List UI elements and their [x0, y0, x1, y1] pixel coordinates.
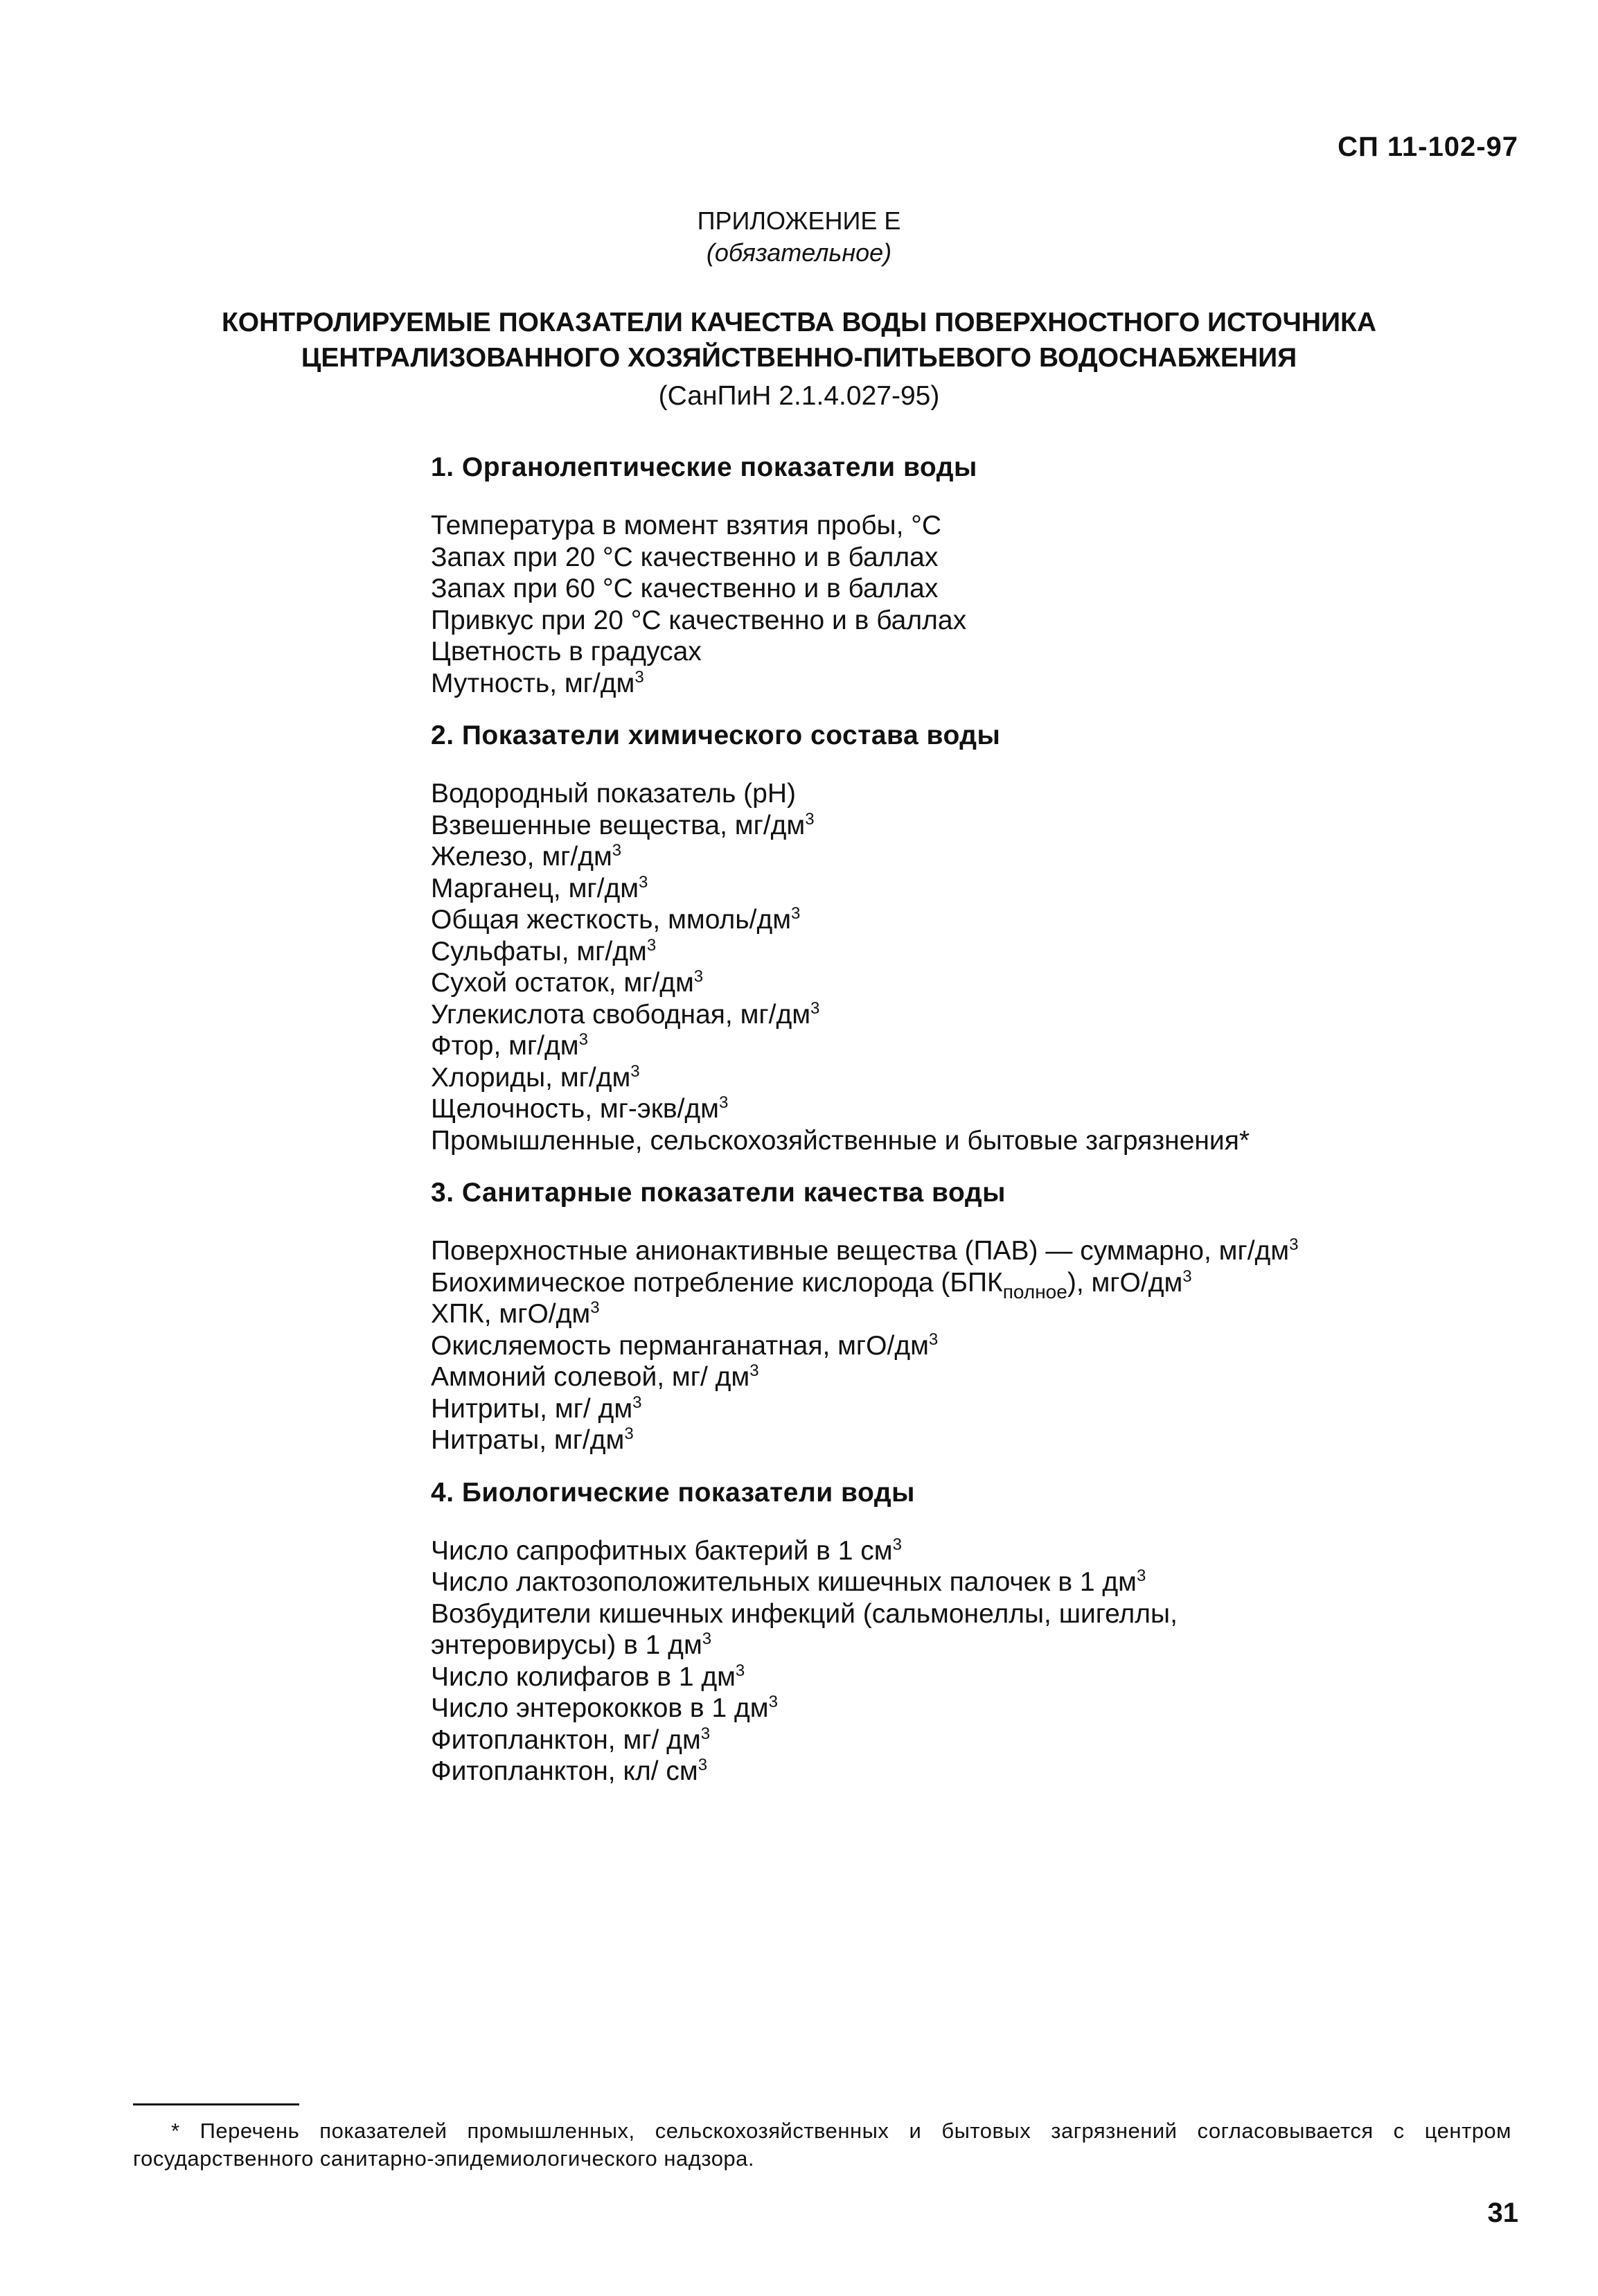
indicator-text: Сухой остаток, мг/дм — [431, 968, 694, 998]
section-3 — [431, 1176, 1511, 1456]
indicator-superscript: 3 — [719, 1093, 729, 1112]
indicator-text: Фтор, мг/дм — [431, 1031, 579, 1061]
appendix-note: (обязательное) — [706, 238, 892, 267]
page-number: 31 — [1487, 2198, 1518, 2228]
indicator-item — [431, 1062, 1511, 1094]
title-subtitle: (СанПиН 2.1.4.027-95) — [658, 381, 940, 411]
indicator-item — [431, 904, 1511, 936]
indicator-item — [431, 1566, 1511, 1598]
indicator-item — [431, 1661, 1511, 1693]
indicator-text: Возбудители кишечных инфекций (сальмонеллы, шигеллы, — [431, 1598, 1178, 1629]
indicator-superscript: 3 — [693, 967, 704, 986]
indicator-text: Сульфаты, мг/дм — [431, 936, 647, 966]
indicator-superscript: 3 — [624, 1424, 634, 1443]
indicator-superscript: 3 — [639, 872, 648, 892]
indicator-superscript: 3 — [805, 809, 815, 829]
indicator-text: ХПК, мгО/дм — [431, 1299, 591, 1329]
indicator-item — [431, 573, 1511, 605]
indicator-item — [431, 668, 1511, 700]
indicator-text: Число лактозоположительных кишечных палочек в 1 дм — [431, 1567, 1137, 1597]
indicator-superscript: 3 — [612, 841, 622, 860]
indicator-item — [431, 1693, 1511, 1724]
indicator-item — [431, 1756, 1511, 1787]
section-heading: 3. Санитарные показатели качества воды — [431, 1178, 1006, 1208]
section-4 — [431, 1476, 1511, 1787]
indicator-item — [431, 1724, 1511, 1756]
indicator-superscript: 3 — [578, 1030, 588, 1049]
indicator-text: Железо, мг/дм — [431, 842, 612, 872]
indicator-text: Взвешенные вещества, мг/дм — [431, 810, 806, 840]
indicator-superscript: 3 — [810, 998, 820, 1018]
indicator-superscript: 3 — [892, 1535, 902, 1554]
indicator-text: Щелочность, мг-экв/дм — [431, 1094, 719, 1124]
indicator-text: Температура в момент взятия пробы, °С — [431, 511, 942, 540]
footnote-divider — [133, 2103, 299, 2105]
indicator-text: энтеровирусы) в 1 дм — [431, 1630, 702, 1660]
indicator-superscript: 3 — [791, 904, 801, 923]
indicator-text: Запах при 60 °С качественно и в баллах — [431, 574, 939, 603]
indicator-text: Цветность в градусах — [431, 637, 702, 666]
indicator-item — [431, 542, 1511, 574]
indicator-superscript: 3 — [630, 1061, 640, 1081]
indicator-text: Мутность, мг/дм — [431, 668, 635, 698]
appendix-label: ПРИЛОЖЕНИЕ Е — [697, 206, 901, 235]
indicator-superscript: 3 — [768, 1693, 778, 1711]
indicator-superscript: 3 — [590, 1298, 600, 1317]
indicator-superscript: 3 — [749, 1361, 759, 1380]
indicator-text: Хлориды, мг/дм — [431, 1062, 631, 1093]
indicator-text: Промышленные, сельскохозяйственные и бытовые загрязнения* — [431, 1125, 1250, 1156]
indicator-text: Окисляемость перманганатная, мгО/дм — [431, 1330, 929, 1361]
indicator-text: Запах при 20 °С качественно и в баллах — [431, 542, 939, 572]
indicator-text: Общая жесткость, ммоль/дм — [431, 905, 792, 935]
indicator-item — [431, 967, 1511, 999]
indicator-item — [431, 1330, 1511, 1362]
indicator-text: Число энтерококков в 1 дм — [431, 1693, 769, 1723]
indicator-item — [431, 778, 1511, 810]
indicator-text-continued: ), мгО/дм — [1067, 1267, 1183, 1298]
indicator-superscript: 3 — [1182, 1266, 1192, 1286]
section-heading: 2. Показатели химического состава воды — [431, 721, 1001, 750]
indicator-item — [431, 1424, 1511, 1456]
indicator-superscript: 3 — [634, 667, 644, 687]
indicator-superscript: 3 — [1136, 1566, 1146, 1585]
indicator-item — [431, 1361, 1511, 1393]
indicator-text: Число колифагов в 1 дм — [431, 1661, 736, 1692]
indicator-text: Поверхностные анионактивные вещества (ПАВ) — суммарно, мг/дм — [431, 1236, 1290, 1266]
indicator-text: Фитопланктон, мг/ дм — [431, 1724, 701, 1755]
indicator-item — [431, 1093, 1511, 1125]
indicator-superscript: 3 — [698, 1756, 708, 1774]
indicator-text: Фитопланктон, кл/ см — [431, 1756, 698, 1786]
indicator-item — [431, 1266, 1511, 1302]
indicator-text: Нитриты, мг/ дм — [431, 1393, 633, 1424]
indicator-item — [431, 1235, 1511, 1267]
indicator-text: Водородный показатель (рН) — [431, 779, 797, 809]
title-line-1: КОНТРОЛИРУЕМЫЕ ПОКАЗАТЕЛИ КАЧЕСТВА ВОДЫ ПОВЕРХНОСТНОГО ИСТОЧНИКА — [221, 308, 1377, 337]
indicator-item — [431, 810, 1511, 842]
indicator-text: Марганец, мг/дм — [431, 873, 639, 903]
indicator-text: Привкус при 20 °С качественно и в баллах — [431, 605, 967, 635]
indicator-superscript: 3 — [632, 1393, 642, 1412]
section-2 — [431, 718, 1511, 1156]
indicator-superscript: 3 — [928, 1330, 939, 1349]
indicator-item — [431, 636, 1511, 668]
indicator-superscript: 3 — [735, 1661, 745, 1680]
indicator-text: Число сапрофитных бактерий в 1 см — [431, 1535, 893, 1566]
footnote: * Перечень показателей промышленных, сельскохозяйственных и бытовых загрязнений согласовывается с центром государственного санитарно-эпидемиологического надзора. — [133, 2119, 1511, 2171]
indicator-item — [431, 1125, 1511, 1157]
indicator-item — [431, 1298, 1511, 1330]
indicator-item — [431, 999, 1511, 1031]
indicator-item — [431, 1630, 1511, 1661]
indicator-item — [431, 841, 1511, 873]
indicator-superscript: 3 — [1289, 1235, 1299, 1254]
indicator-text: Нитраты, мг/дм — [431, 1425, 625, 1455]
indicator-item — [431, 1393, 1511, 1425]
section-heading: 1. Органолептические показатели воды — [431, 452, 977, 482]
indicator-item — [431, 936, 1511, 968]
indicator-item — [431, 510, 1511, 542]
section-heading: 4. Биологические показатели воды — [431, 1477, 915, 1508]
document-title — [0, 305, 1598, 414]
indicator-item — [431, 1030, 1511, 1062]
section-1 — [431, 450, 1511, 699]
indicator-superscript: 3 — [700, 1724, 711, 1743]
indicator-item — [431, 1535, 1511, 1567]
indicator-sections — [431, 450, 1511, 1807]
indicator-item — [431, 873, 1511, 905]
document-code: СП 11-102-97 — [1338, 132, 1518, 162]
title-line-2: ЦЕНТРАЛИЗОВАННОГО ХОЗЯЙСТВЕННО-ПИТЬЕВОГО ВОДОСНАБЖЕНИЯ — [301, 343, 1297, 373]
indicator-subscript: полное — [1002, 1280, 1067, 1302]
indicator-superscript: 3 — [646, 935, 657, 955]
appendix-heading — [0, 205, 1598, 269]
indicator-item — [431, 1598, 1511, 1630]
indicator-text: Углекислота свободная, мг/дм — [431, 999, 811, 1030]
indicator-item — [431, 605, 1511, 637]
indicator-text: Биохимическое потребление кислорода (БПК — [431, 1267, 1003, 1298]
indicator-superscript: 3 — [702, 1630, 712, 1648]
indicator-text: Аммоний солевой, мг/ дм — [431, 1362, 750, 1392]
